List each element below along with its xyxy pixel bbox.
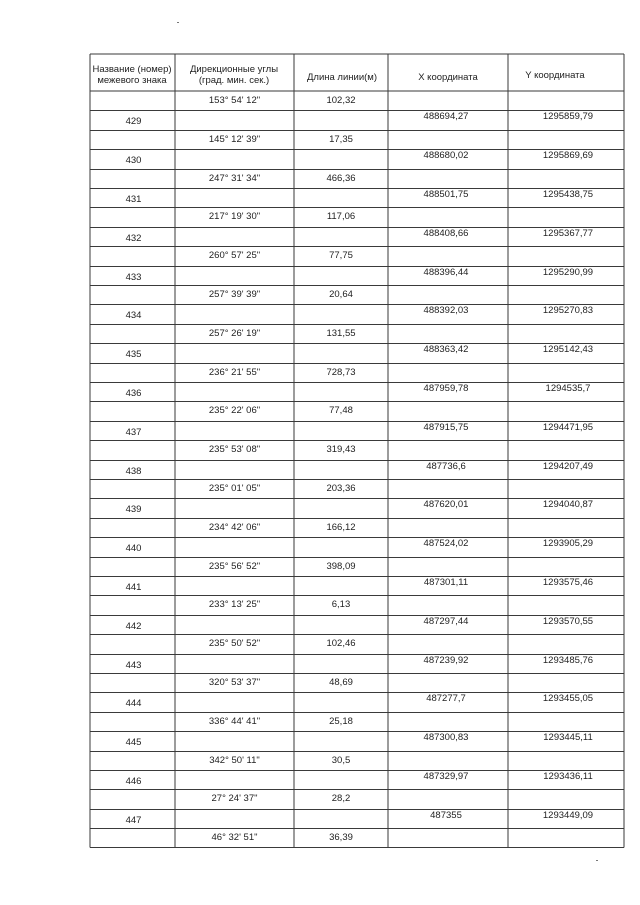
line-length-cell: 203,36 — [326, 483, 356, 494]
x-coordinate-cell: 487524,02 — [423, 538, 469, 550]
boundary-mark-number-cell: 434 — [125, 310, 142, 322]
y-coordinate-cell: 1293445,11 — [543, 732, 593, 744]
line-length-cell: 17,35 — [329, 133, 353, 145]
direction-angle-cell: 145° 12' 39" — [208, 133, 261, 145]
direction-angle-cell: 260° 57' 25" — [208, 250, 261, 262]
boundary-mark-number-cell: 431 — [125, 194, 142, 205]
direction-angle-cell: 235° 22' 06" — [208, 405, 261, 417]
line-length-cell: 25,18 — [329, 715, 353, 727]
x-coordinate-cell: 488396,44 — [423, 266, 469, 278]
direction-angle-cell: 257° 39' 39" — [208, 289, 261, 300]
x-coordinate-cell: 487736,6 — [426, 460, 466, 472]
boundary-mark-number-cell: 447 — [125, 814, 142, 826]
line-length-cell: 117,06 — [326, 211, 356, 223]
x-coordinate-cell: 487239,92 — [423, 654, 469, 666]
y-coordinate-cell: 1295367,77 — [542, 227, 594, 239]
y-coordinate-cell: 1293449,09 — [542, 809, 594, 821]
x-coordinate-cell: 487301,11 — [423, 577, 469, 588]
header-y: Y координата — [525, 70, 585, 81]
y-coordinate-cell: 1295438,75 — [542, 189, 594, 200]
boundary-mark-number-cell: 432 — [125, 232, 142, 244]
x-coordinate-cell: 487277,7 — [426, 693, 466, 705]
boundary-mark-number-cell: 443 — [125, 659, 142, 671]
x-coordinate-cell: 487620,01 — [423, 499, 469, 511]
x-coordinate-cell: 488392,03 — [423, 305, 469, 317]
header-angle-line1: Дирекционные углы — [189, 64, 279, 75]
boundary-mark-number-cell: 439 — [125, 504, 142, 516]
line-length-cell: 20,64 — [329, 289, 353, 300]
direction-angle-cell: 336° 44' 41" — [208, 715, 261, 727]
line-length-cell: 102,32 — [326, 95, 356, 106]
y-coordinate-cell: 1293905,29 — [542, 538, 594, 550]
x-coordinate-cell: 488501,75 — [423, 189, 469, 200]
x-coordinate-cell: 488363,42 — [423, 344, 469, 356]
direction-angle-cell: 235° 56' 52" — [208, 560, 261, 572]
direction-angle-cell: 247° 31' 34" — [208, 172, 261, 184]
x-coordinate-cell: 487300,83 — [423, 732, 469, 744]
line-length-cell: 30,5 — [331, 754, 351, 766]
line-length-cell: 166,12 — [326, 521, 356, 533]
line-length-cell: 319,43 — [326, 444, 356, 456]
y-coordinate-cell: 1293485,76 — [542, 654, 594, 666]
y-coordinate-cell: 1294207,49 — [542, 460, 594, 472]
y-coordinate-cell: 1293570,55 — [542, 615, 594, 627]
header-x: X координата — [418, 72, 478, 83]
direction-angle-cell: 320° 53' 37" — [208, 677, 261, 688]
boundary-mark-number-cell: 437 — [125, 426, 142, 438]
line-length-cell: 102,46 — [326, 638, 356, 650]
direction-angle-cell: 235° 50' 52" — [208, 638, 261, 650]
header-name-line2: межевого знака — [97, 75, 167, 86]
boundary-mark-number-cell: 446 — [125, 776, 142, 787]
direction-angle-cell: 46° 32' 51" — [211, 832, 258, 844]
boundary-mark-number-cell: 445 — [125, 737, 142, 749]
x-coordinate-cell: 487959,78 — [423, 383, 469, 394]
direction-angle-cell: 235° 01' 05" — [208, 483, 261, 494]
line-length-cell: 77,75 — [329, 250, 353, 262]
line-length-cell: 6,13 — [331, 599, 351, 611]
boundary-mark-number-cell: 440 — [125, 543, 142, 555]
y-coordinate-cell: 1294471,95 — [542, 421, 594, 433]
x-coordinate-cell: 487355 — [430, 809, 462, 821]
scan-speck — [177, 22, 179, 23]
boundary-mark-number-cell: 444 — [125, 698, 142, 710]
boundary-mark-number-cell: 442 — [125, 620, 142, 632]
y-coordinate-cell: 1295869,69 — [542, 150, 594, 162]
header-name-line1: Название (номер) — [92, 64, 172, 75]
y-coordinate-cell: 1293436,11 — [543, 771, 593, 782]
line-length-cell: 131,55 — [326, 327, 356, 339]
y-coordinate-cell: 1293455,05 — [542, 693, 594, 705]
y-coordinate-cell: 1293575,46 — [542, 577, 594, 588]
line-length-cell: 36,39 — [329, 832, 353, 844]
x-coordinate-cell: 487297,44 — [423, 615, 469, 627]
boundary-mark-number-cell: 433 — [125, 271, 142, 283]
direction-angle-cell: 233° 13' 25" — [208, 599, 261, 611]
y-coordinate-cell: 1294040,87 — [542, 499, 594, 511]
x-coordinate-cell: 488408,66 — [423, 227, 469, 239]
line-length-cell: 728,73 — [326, 366, 356, 378]
direction-angle-cell: 235° 53' 08" — [208, 444, 261, 456]
x-coordinate-cell: 488680,02 — [423, 150, 469, 162]
line-length-cell: 466,36 — [326, 172, 356, 184]
direction-angle-cell: 27° 24' 37" — [211, 793, 258, 805]
line-length-cell: 398,09 — [326, 560, 356, 572]
scan-speck — [596, 860, 598, 861]
direction-angle-cell: 257° 26' 19" — [208, 327, 261, 339]
direction-angle-cell: 153° 54' 12" — [208, 95, 261, 106]
y-coordinate-cell: 1295142,43 — [542, 344, 594, 356]
x-coordinate-cell: 488694,27 — [423, 111, 469, 123]
line-length-cell: 28,2 — [331, 793, 351, 805]
header-name — [92, 64, 171, 86]
boundary-mark-number-cell: 441 — [125, 582, 142, 593]
header-angle — [190, 64, 278, 86]
y-coordinate-cell: 1294535,7 — [545, 383, 591, 394]
boundary-mark-number-cell: 430 — [125, 155, 142, 167]
direction-angle-cell: 236° 21' 55" — [208, 366, 261, 378]
header-angle-line2: (град. мин. сек.) — [198, 75, 270, 86]
y-coordinate-cell: 1295290,99 — [542, 266, 594, 278]
boundary-mark-number-cell: 429 — [125, 116, 142, 128]
boundary-mark-number-cell: 438 — [125, 465, 142, 477]
direction-angle-cell: 342° 50' 11" — [209, 754, 260, 766]
x-coordinate-cell: 487915,75 — [423, 421, 469, 433]
header-length: Длина линии(м) — [306, 72, 378, 83]
direction-angle-cell: 234° 42' 06" — [208, 521, 261, 533]
y-coordinate-cell: 1295859,79 — [542, 111, 594, 123]
direction-angle-cell: 217° 19' 30" — [208, 211, 261, 223]
line-length-cell: 77,48 — [329, 405, 353, 417]
boundary-mark-number-cell: 436 — [125, 388, 142, 399]
line-length-cell: 48,69 — [329, 677, 353, 688]
x-coordinate-cell: 487329,97 — [423, 771, 469, 782]
y-coordinate-cell: 1295270,83 — [542, 305, 594, 317]
boundary-mark-number-cell: 435 — [125, 349, 142, 361]
